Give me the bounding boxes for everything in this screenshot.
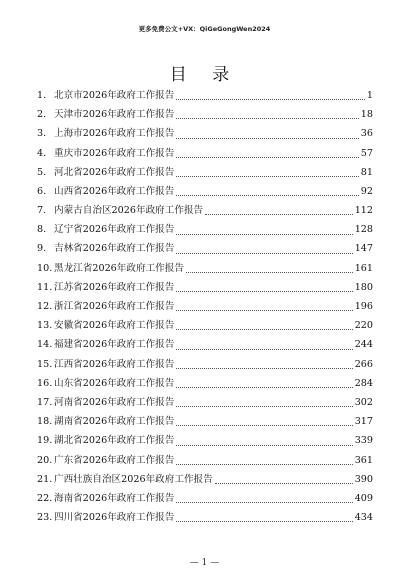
toc-entry[interactable] [37, 489, 373, 508]
toc-entry-number: 21. [37, 473, 53, 485]
toc-entry-number: 4. [37, 147, 47, 159]
toc-entry-page: 390 [354, 473, 373, 485]
dot-leader [176, 328, 352, 330]
toc-entry[interactable] [37, 259, 373, 278]
toc-entry[interactable] [37, 393, 373, 412]
toc-entry-page: 409 [354, 492, 373, 504]
toc-entry-page: 284 [354, 377, 373, 389]
toc-entry-number: 3. [37, 128, 47, 140]
toc-entry-label: 海南省2026年政府工作报告 [54, 492, 175, 504]
toc-entry-label: 湖南省2026年政府工作报告 [54, 416, 175, 428]
dot-leader [176, 194, 358, 196]
toc-entry-label: 广东省2026年政府工作报告 [54, 454, 175, 466]
toc-entry-label: 河南省2026年政府工作报告 [54, 396, 175, 408]
toc-entry[interactable] [37, 105, 373, 124]
toc-entry-page: 147 [354, 243, 373, 255]
toc-entry-label: 山西省2026年政府工作报告 [54, 185, 175, 197]
dot-leader [176, 386, 352, 388]
dot-leader [176, 290, 352, 292]
toc-entry-number: 16. [37, 377, 53, 389]
toc-entry-number: 11. [37, 281, 53, 293]
toc-entry-label: 江苏省2026年政府工作报告 [54, 281, 175, 293]
dot-leader [176, 444, 352, 446]
toc-entry-page: 1 [366, 89, 373, 101]
toc-entry-number: 5. [37, 166, 47, 178]
toc-entry-label: 安徽省2026年政府工作报告 [54, 320, 175, 332]
toc-entry[interactable] [37, 451, 373, 470]
toc-entry[interactable] [37, 316, 373, 335]
toc-entry[interactable] [37, 412, 373, 431]
toc-entry-page: 161 [354, 262, 373, 274]
toc-entry[interactable] [37, 163, 373, 182]
toc-entry-label: 湖北省2026年政府工作报告 [54, 435, 175, 447]
dot-leader [176, 367, 352, 369]
toc-entry[interactable] [37, 355, 373, 374]
dot-leader [176, 309, 352, 311]
toc-entry-number: 9. [37, 243, 47, 255]
toc-entry[interactable] [37, 144, 373, 163]
toc-entry-page: 112 [354, 205, 373, 217]
toc-entry-number: 23. [37, 512, 53, 524]
toc-entry-number: 6. [37, 185, 47, 197]
dot-leader [176, 348, 352, 350]
toc-entry-number: 7. [37, 205, 47, 217]
toc-entry-number: 13. [37, 320, 53, 332]
toc-entry[interactable] [37, 470, 373, 489]
dot-leader [176, 137, 358, 139]
toc-entry-label: 重庆市2026年政府工作报告 [54, 147, 175, 159]
toc-entry-page: 339 [354, 435, 373, 447]
toc-entry-page: 361 [354, 454, 373, 466]
toc-entry[interactable] [37, 86, 373, 105]
toc-entry-page: 196 [354, 301, 373, 313]
toc-entry-page: 128 [354, 224, 373, 236]
toc-entry-number: 17. [37, 396, 53, 408]
toc-entry-label: 河北省2026年政府工作报告 [54, 166, 175, 178]
dot-leader [215, 482, 353, 484]
dot-leader [176, 501, 352, 503]
header-note: 更多免费公文+VX：QiGeGongWen2024 [138, 25, 271, 33]
toc-entry-label: 上海市2026年政府工作报告 [54, 128, 175, 140]
toc-entry[interactable] [37, 240, 373, 259]
toc-entry-number: 12. [37, 301, 53, 313]
toc-entry-number: 2. [37, 109, 47, 121]
toc-title: 目 录 [169, 65, 240, 85]
toc-entry-page: 36 [360, 128, 373, 140]
dot-leader [176, 252, 352, 254]
toc-entry[interactable] [37, 201, 373, 220]
toc-entry-number: 10. [37, 262, 53, 274]
toc-entry-page: 244 [354, 339, 373, 351]
toc-entry-page: 180 [354, 281, 373, 293]
toc-entry-label: 浙江省2026年政府工作报告 [54, 301, 175, 313]
toc-entry-label: 江西省2026年政府工作报告 [54, 358, 175, 370]
dot-leader [205, 213, 353, 215]
toc-entry-number: 19. [37, 435, 53, 447]
toc-entry-number: 15. [37, 358, 53, 370]
toc-entry-page: 220 [354, 320, 373, 332]
page-number-footer: — 1 — [189, 558, 220, 568]
toc-entry-number: 22. [37, 492, 53, 504]
toc-entry-page: 92 [360, 185, 373, 197]
dot-leader [186, 271, 353, 273]
toc-entry-number: 8. [37, 224, 47, 236]
toc-entry-label: 内蒙古自治区2026年政府工作报告 [54, 205, 204, 217]
toc-entry[interactable] [37, 508, 373, 527]
toc-entry-label: 天津市2026年政府工作报告 [54, 109, 175, 121]
dot-leader [176, 463, 352, 465]
toc-list [37, 86, 373, 527]
dot-leader [176, 233, 352, 235]
dot-leader [176, 156, 358, 158]
toc-entry-page: 317 [354, 416, 373, 428]
toc-entry-page: 81 [360, 166, 373, 178]
toc-entry[interactable] [37, 374, 373, 393]
toc-entry[interactable] [37, 278, 373, 297]
toc-entry-label: 广西壮族自治区2026年政府工作报告 [54, 473, 213, 485]
toc-entry[interactable] [37, 220, 373, 239]
dot-leader [176, 405, 352, 407]
toc-entry[interactable] [37, 431, 373, 450]
toc-entry-label: 黑龙江省2026年政府工作报告 [54, 262, 184, 274]
toc-entry-number: 1. [37, 89, 47, 101]
toc-entry[interactable] [37, 335, 373, 354]
toc-entry-page: 302 [354, 396, 373, 408]
dot-leader [176, 175, 358, 177]
toc-entry-page: 266 [354, 358, 373, 370]
toc-entry[interactable] [37, 182, 373, 201]
dot-leader [176, 98, 365, 100]
toc-entry[interactable] [37, 297, 373, 316]
toc-entry-number: 20. [37, 454, 53, 466]
dot-leader [176, 520, 352, 522]
toc-entry-page: 18 [360, 109, 373, 121]
dot-leader [176, 117, 358, 119]
toc-entry-number: 18. [37, 416, 53, 428]
toc-entry-label: 北京市2026年政府工作报告 [54, 89, 175, 101]
toc-entry-page: 434 [354, 512, 373, 524]
toc-entry-label: 福建省2026年政府工作报告 [54, 339, 175, 351]
toc-entry-label: 辽宁省2026年政府工作报告 [54, 224, 175, 236]
dot-leader [176, 424, 352, 426]
toc-entry-label: 四川省2026年政府工作报告 [54, 512, 175, 524]
toc-entry-label: 吉林省2026年政府工作报告 [54, 243, 175, 255]
toc-entry-label: 山东省2026年政府工作报告 [54, 377, 175, 389]
toc-entry[interactable] [37, 124, 373, 143]
toc-entry-page: 57 [360, 147, 373, 159]
toc-entry-number: 14. [37, 339, 53, 351]
